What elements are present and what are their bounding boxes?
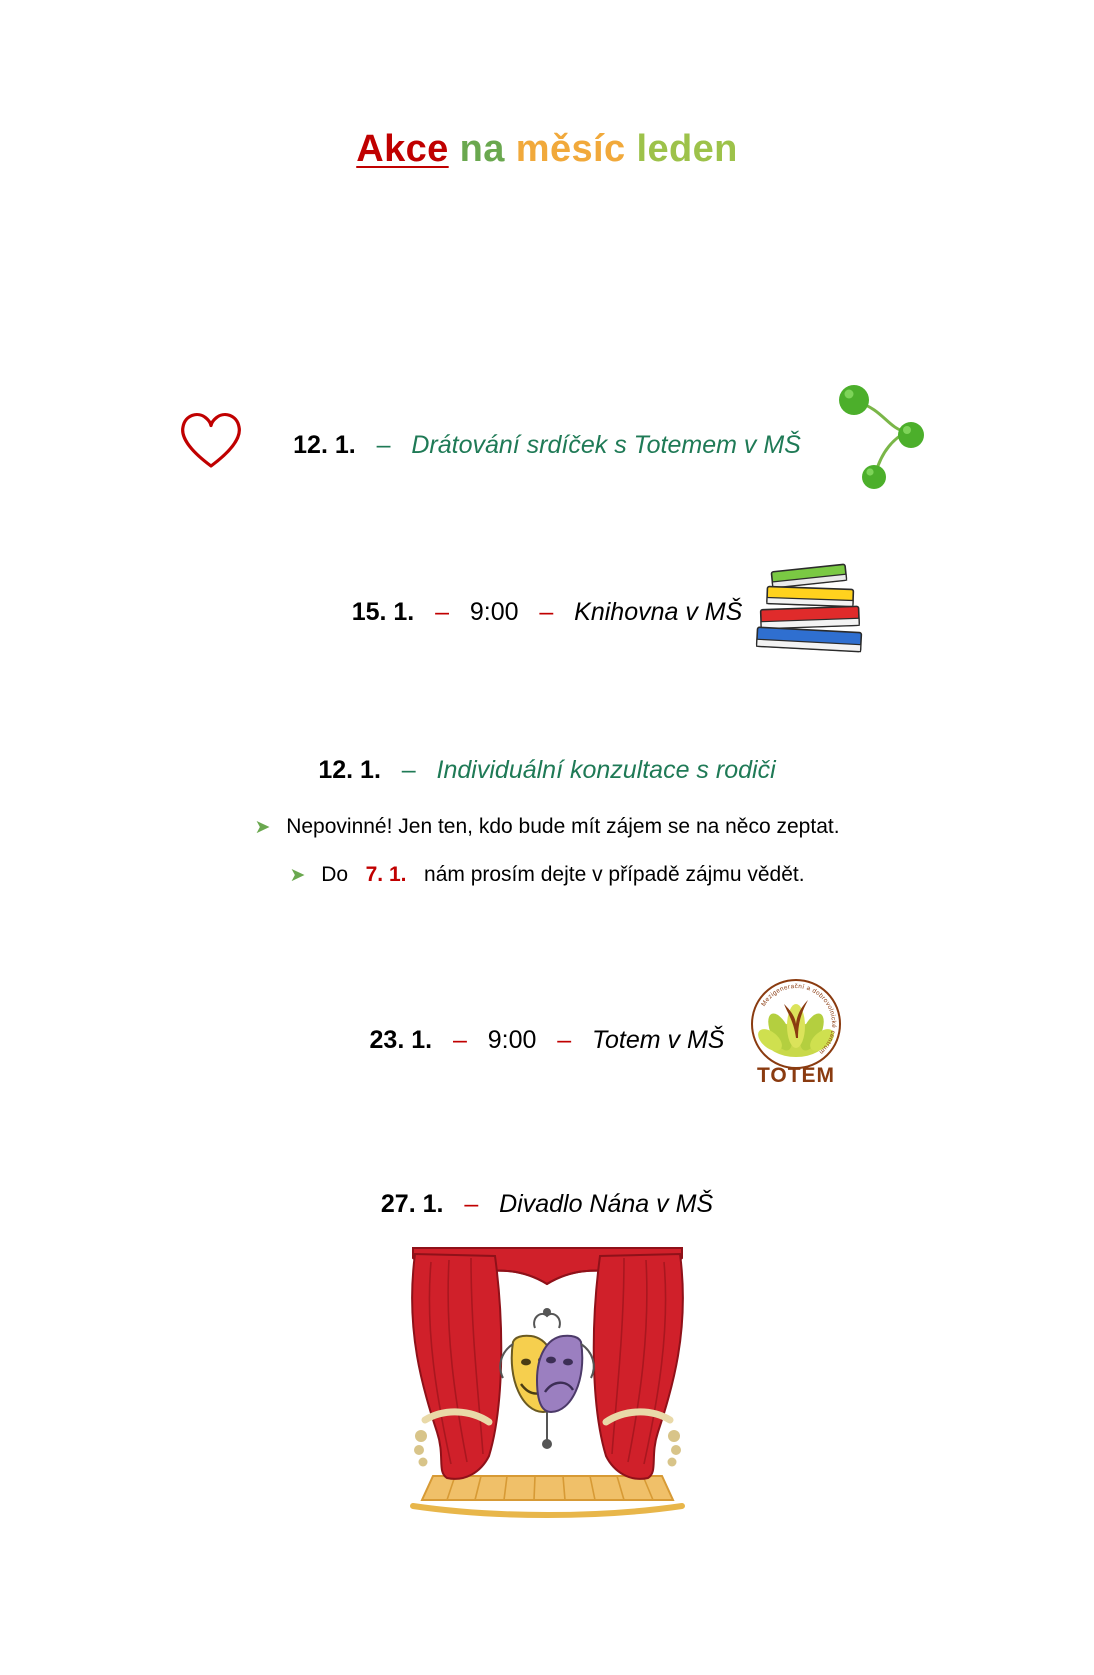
theatre-illustration xyxy=(385,1240,710,1530)
bullet-item-2 xyxy=(0,863,1094,887)
title-word-leden: leden xyxy=(636,128,738,170)
event-name: Totem v MŠ xyxy=(592,1026,725,1054)
svg-text:Mezigenerační a dobrovolnické: Mezigenerační a dobrovolnické centrum xyxy=(760,982,838,1056)
page-title xyxy=(356,128,738,171)
event-dash-1: – xyxy=(452,1026,467,1054)
page-title-wrap xyxy=(0,128,1094,171)
event-dash-2: – xyxy=(557,1026,572,1054)
event-date: 12. 1. xyxy=(318,756,381,784)
event-time: 9:00 xyxy=(487,1026,537,1054)
arrow-bullet-icon: ➤ xyxy=(289,865,306,886)
event-name: Knihovna v MŠ xyxy=(574,598,743,626)
bullet-text-after: nám prosím dejte v případě zájmu vědět. xyxy=(424,863,805,886)
event-time: 9:00 xyxy=(469,598,519,626)
event-name: Drátování srdíček s Totemem v MŠ xyxy=(411,431,801,459)
title-word-na: na xyxy=(459,128,505,170)
event-name: Divadlo Nána v MŠ xyxy=(499,1190,714,1218)
event-dash: – xyxy=(401,756,416,784)
event-row-dratovani xyxy=(0,431,1094,460)
totem-logo-wordmark: TOTEM xyxy=(756,1064,836,1087)
event-dash: – xyxy=(376,431,391,459)
event-dash: – xyxy=(464,1190,479,1218)
event-date: 15. 1. xyxy=(351,598,415,626)
event-row-knihovna xyxy=(0,598,1094,627)
event-dash-2: – xyxy=(539,598,554,626)
event-row-konzultace xyxy=(0,756,1094,785)
title-word-mesic: měsíc xyxy=(515,128,626,170)
title-word-akce: Akce xyxy=(356,128,449,170)
event-row-totem xyxy=(0,1026,1094,1055)
arrow-bullet-icon: ➤ xyxy=(254,817,271,838)
event-row-divadlo xyxy=(0,1190,1094,1219)
bullet-item-1 xyxy=(0,815,1094,839)
event-dash-1: – xyxy=(435,598,450,626)
bullet-text: Nepovinné! Jen ten, kdo bude mít zájem se na něco zeptat. xyxy=(286,815,840,838)
bullet-text-before: Do xyxy=(321,863,349,886)
bullet-deadline-date: 7. 1. xyxy=(365,863,407,886)
event-date: 27. 1. xyxy=(380,1190,444,1218)
event-name: Individuální konzultace s rodiči xyxy=(436,756,776,784)
event-date: 23. 1. xyxy=(369,1026,433,1054)
event-date: 12. 1. xyxy=(293,431,356,459)
